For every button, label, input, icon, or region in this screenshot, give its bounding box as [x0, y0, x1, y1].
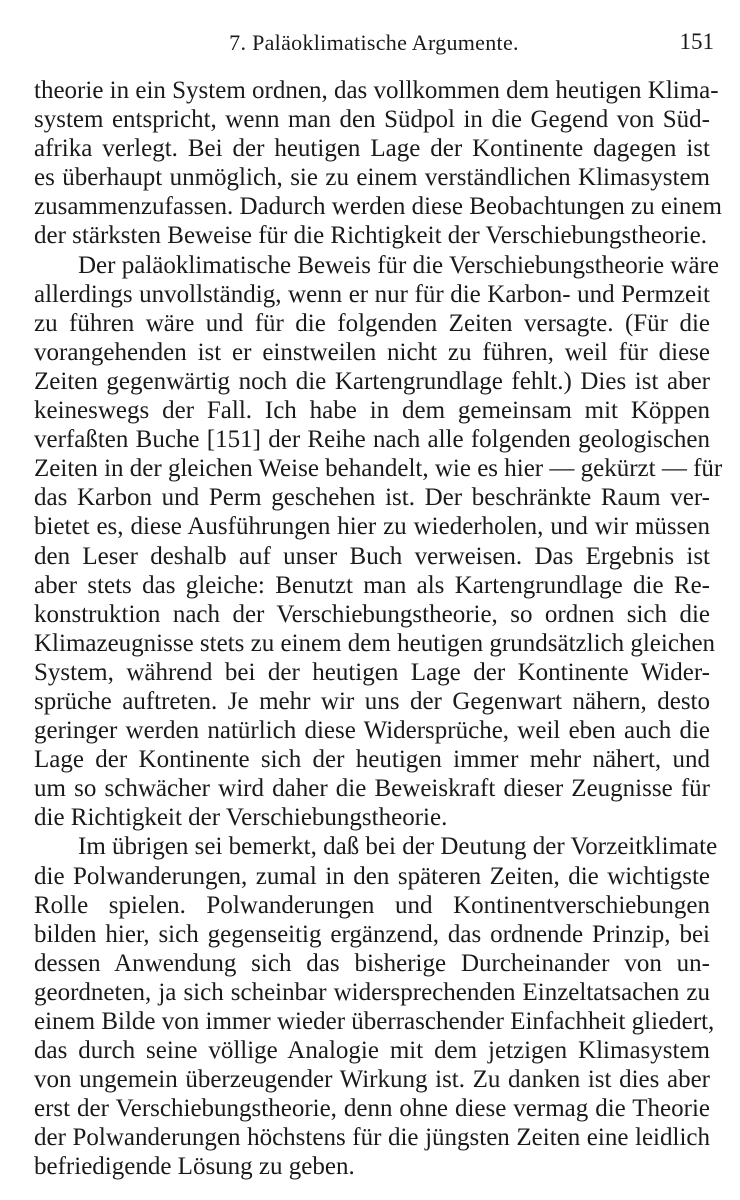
paragraph-2 [34, 251, 723, 833]
text-line: befriedigende Lösung zu geben. [34, 1153, 355, 1181]
text-line: aber stets das gleiche: Benutzt man als Kartengrundlage die Re- [34, 571, 710, 599]
text-line: Rolle spielen. Polwanderungen und Kontinentverschiebungen [34, 891, 710, 919]
text-line: theorie in ein System ordnen, das vollkommen dem heutigen Klima- [34, 77, 719, 104]
text-line: das Karbon und Perm geschehen ist. Der beschränkte Raum ver- [34, 484, 710, 512]
text-line: allerdings unvollständig, wenn er nur für die Karbon- und Permzeit [34, 280, 710, 308]
text-line: Der paläoklimatische Beweis für die Verschiebungstheorie wäre [78, 251, 719, 279]
text-line: afrika verlegt. Bei der heutigen Lage der Kontinente dagegen ist [34, 135, 710, 163]
body-text [34, 76, 723, 1182]
text-line: Zeiten gegenwärtig noch die Kartengrundlage fehlt.) Dies ist aber [34, 367, 710, 395]
text-line: der stärksten Beweise für die Richtigkeit der Verschiebungstheorie. [34, 222, 707, 250]
text-line: keineswegs der Fall. Ich habe in dem gemeinsam mit Köppen [34, 397, 710, 425]
text-line: system entspricht, wenn man den Südpol in die Gegend von Süd- [34, 106, 710, 134]
page-number: 151 [679, 29, 714, 54]
text-line: dessen Anwendung sich das bisherige Durcheinander von un- [34, 949, 710, 977]
text-line: bietet es, diese Ausführungen hier zu wiederholen, und wir müssen [34, 513, 710, 541]
text-line: den Leser deshalb auf unser Buch verweisen. Das Ergebnis ist [34, 542, 710, 570]
text-line: die Polwanderungen, zumal in den späteren Zeiten, die wichtigste [34, 862, 710, 890]
paragraph-1 [34, 76, 722, 251]
text-line: vorangehenden ist er einstweilen nicht zu führen, weil für diese [34, 338, 710, 366]
text-line: Klimazeugnisse stets zu einem dem heutigen grundsätzlich gleichen [34, 629, 716, 657]
running-head [34, 26, 714, 62]
running-title: 7. Paläoklimatische Argumente. [229, 30, 519, 55]
text-line: zu führen wäre und für die folgenden Zeiten versagte. (Für die [34, 309, 710, 337]
paragraph-3 [34, 832, 718, 1181]
text-line: System, während bei der heutigen Lage der Kontinente Wider- [34, 658, 710, 686]
text-line: geringer werden natürlich diese Widersprüche, weil eben auch die [34, 717, 710, 745]
text-line: konstruktion nach der Verschiebungstheorie, so ordnen sich die [34, 600, 710, 628]
text-line: Lage der Kontinente sich der heutigen immer mehr nähert, und [34, 746, 710, 774]
text-line: es überhaupt unmöglich, sie zu einem verständlichen Klimasystem [34, 164, 710, 192]
text-line: sprüche auftreten. Je mehr wir uns der Gegenwart nähern, desto [34, 687, 710, 715]
text-line: um so schwächer wird daher die Beweiskraft dieser Zeugnisse für [34, 775, 710, 803]
text-line: einem Bilde von immer wieder überraschender Einfachheit gliedert, [34, 1008, 715, 1035]
text-line: von ungemein überzeugender Wirkung ist. Zu danken ist dies aber [34, 1066, 710, 1094]
text-line: das durch seine völlige Analogie mit dem jetzigen Klimasystem [34, 1037, 710, 1065]
text-line: zusammenzufassen. Dadurch werden diese Beobachtungen zu einem [34, 193, 722, 221]
text-line: der Polwanderungen höchstens für die jüngsten Zeiten eine leidlich [34, 1124, 710, 1152]
text-line: geordneten, ja sich scheinbar widersprechenden Einzeltatsachen zu [34, 978, 710, 1006]
text-line: bilden hier, sich gegenseitig ergänzend, das ordnende Prinzip, bei [34, 920, 710, 948]
text-line: verfaßten Buche [151] der Reihe nach alle folgenden geologischen [34, 426, 710, 454]
text-line: die Richtigkeit der Verschiebungstheorie. [34, 804, 448, 832]
text-line: erst der Verschiebungstheorie, denn ohne diese vermag die Theorie [34, 1095, 710, 1123]
text-line: Zeiten in der gleichen Weise behandelt, wie es hier — gekürzt — für [34, 455, 723, 483]
text-line: Im übrigen sei bemerkt, daß bei der Deutung der Vorzeitklimate [78, 833, 718, 861]
